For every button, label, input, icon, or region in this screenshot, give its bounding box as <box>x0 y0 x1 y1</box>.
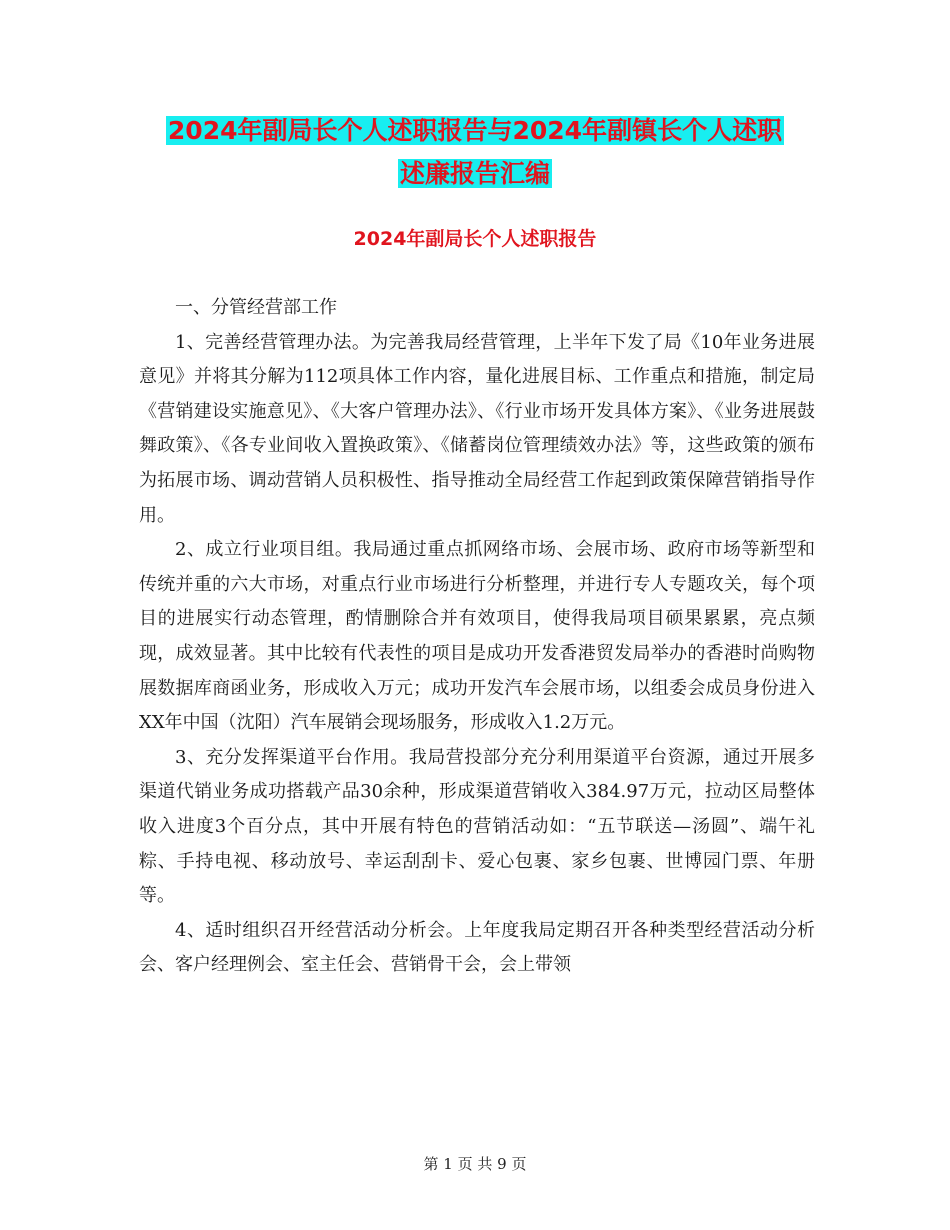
paragraph: 4、适时组织召开经营活动分析会。上年度我局定期召开各种类型经营活动分析会、客户经理例会、室主任会、营销骨干会，会上带领 <box>139 919 815 976</box>
document-title-line-1: 2024年副局长个人述职报告与2024年副镇长个人述职 <box>167 116 783 145</box>
paragraph: 2、成立行业项目组。我局通过重点抓网络市场、会展市场、政府市场等新型和传统并重的六大市场，对重点行业市场进行分析整理，并进行专人专题攻关，每个项目的进展实行动态管理，酌情删除合并有效项目，使得我局项目硕果累累，亮点频现，成效显著。其中比较有代表性的项目是成功开发香港贸发局举办的香港时尚购物展数据库商函业务，形成收入万元；成功开发汽车会展市场，以组委会成员身份进入XX年中国（沈阳）汽车展销会现场服务，形成收入1.2万元。 <box>139 539 815 734</box>
paragraph: 1、完善经营管理办法。为完善我局经营管理，上半年下发了局《10年业务进展意见》并将其分解为112项具体工作内容，量化进展目标、工作重点和措施，制定局《营销建设实施意见》、《大客户管理办法》、《行业市场开发具体方案》、《业务进展鼓舞政策》、《各专业间收入置换政策》、《储蓄岗位管理绩效办法》等，这些政策的颁布为拓展市场、调动营销人员积极性、指导推动全局经营工作起到政策保障营销指导作用。 <box>139 331 815 526</box>
section-heading: 一、分管经营部工作 <box>175 297 337 318</box>
page-number: 第 1 页 共 9 页 <box>423 1155 527 1173</box>
document-body <box>139 291 815 983</box>
document-title-line-2: 述廉报告汇编 <box>399 159 550 188</box>
paragraph: 3、充分发挥渠道平台作用。我局营投部分充分利用渠道平台资源，通过开展多渠道代销业务成功搭载产品30余种，形成渠道营销收入384.97万元，拉动区局整体收入进度3个百分点，其中开展有特色的营销活动如：“五节联送—汤圆”、端午礼粽、手持电视、移动放号、幸运刮刮卡、爱心包裹、家乡包裹、世博园门票、年册等。 <box>139 746 815 907</box>
section-title: 2024年副局长个人述职报告 <box>353 228 597 250</box>
